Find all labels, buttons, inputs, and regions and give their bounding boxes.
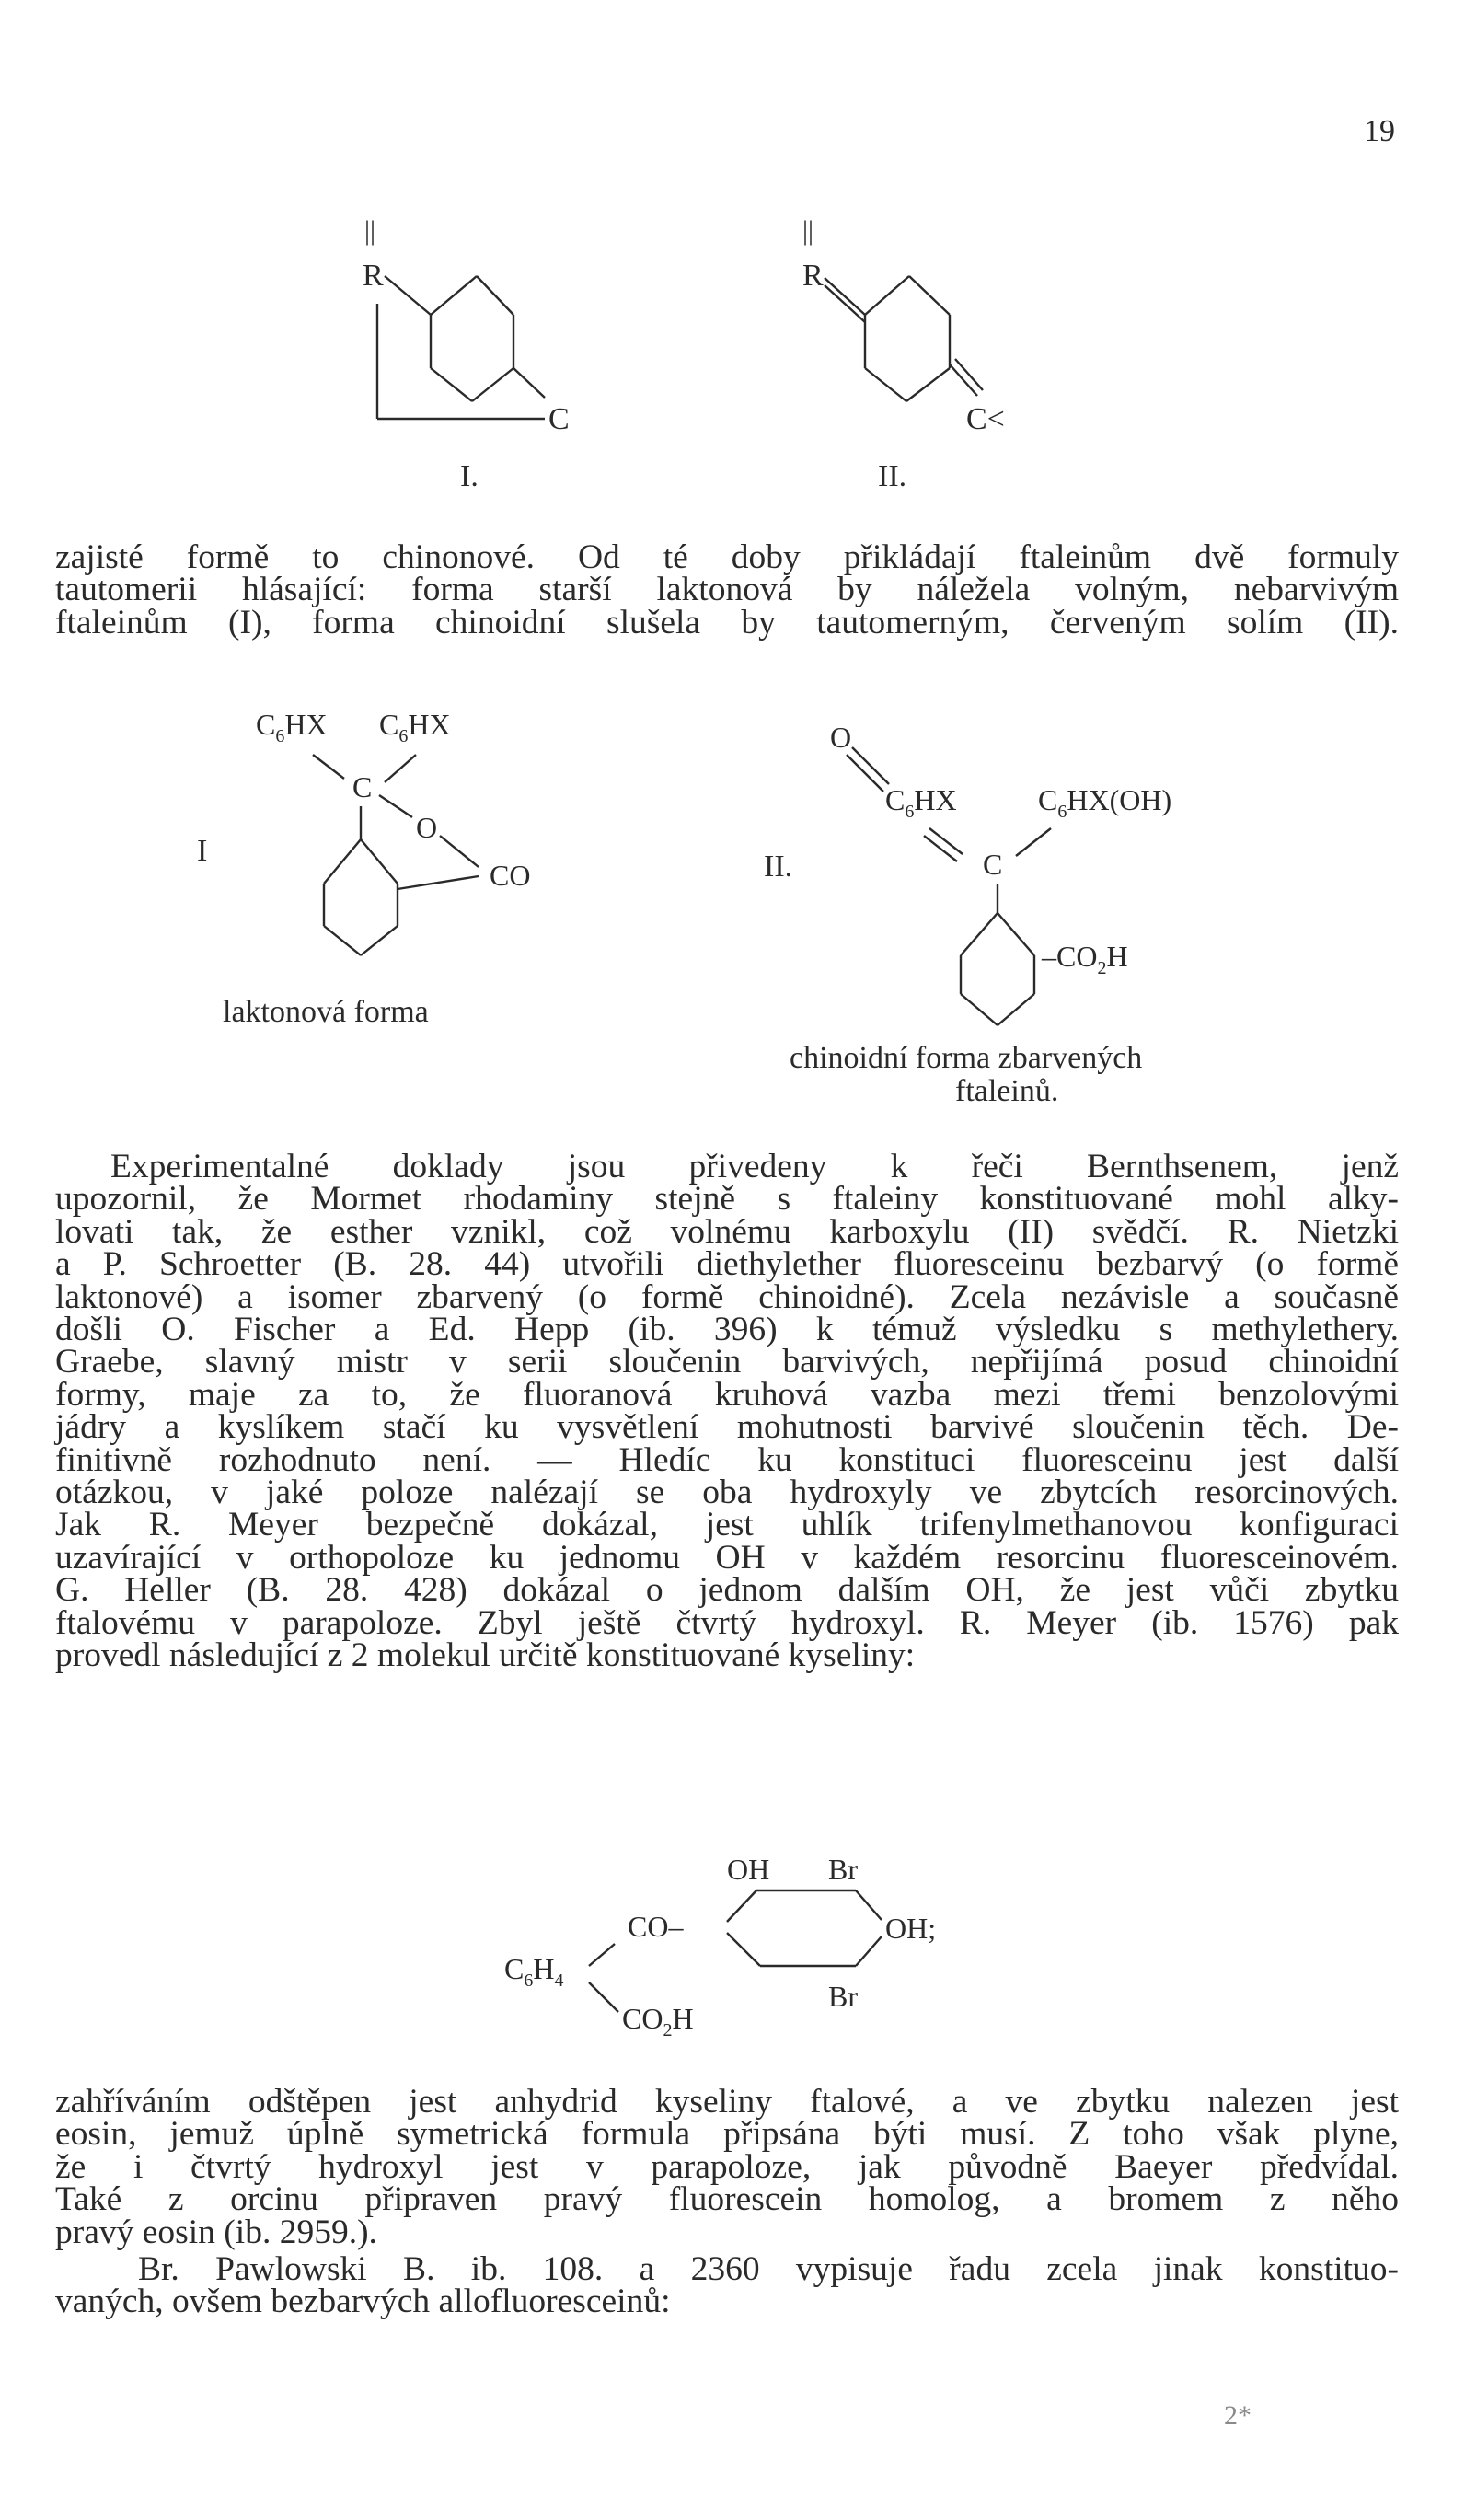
quinoid-central-C: C (983, 848, 1003, 881)
structure-top-II-C: C< (966, 402, 1005, 436)
acid-CO: CO– (628, 1910, 684, 1943)
paragraph-2-line: laktonové) a isomer zbarvený (o formě chinoidné). Zcela nezávisle a současně (55, 1277, 1399, 1316)
paragraph-4-line: Br. Pawlowski B. ib. 108. a 2360 vypisuje řadu zcela jinak konstituo- (138, 2250, 1399, 2288)
paragraph-3-line: zahříváním odštěpen jest anhydrid kyseliny ftalové, a ve zbytku nalezen jest (55, 2083, 1399, 2121)
acid-OH-top: OH (727, 1853, 770, 1886)
lactone-caption: laktonová forma (223, 995, 429, 1029)
paragraph-1-line: tautomerii hlásající: forma starší laktonová by náležela volným, nebarvivým (55, 571, 1399, 609)
structure-top-II-R: R (802, 259, 824, 293)
lactone-quinoid-diagram (0, 709, 1465, 1123)
signature-mark: 2* (1224, 2400, 1252, 2431)
paragraph-2-line: G. Heller (B. 28. 428) dokázal o jednom dalším OH, že jest vůči zbytku (55, 1571, 1399, 1610)
acid-Br-top: Br (828, 1853, 858, 1886)
paragraph-2-line: finitivně rozhodnuto není. — Hledíc ku konstituci fluoresceinu jest další (55, 1440, 1399, 1479)
paragraph-2 (55, 1148, 1399, 1675)
structure-top-I-label: I. (460, 459, 479, 493)
paragraph-3-line: pravý eosin (ib. 2959.). (55, 2213, 377, 2251)
paragraph-2-line: uzavírající v orthopoloze ku jednomu OH v každém resorcinu fluoresceinovém. (55, 1538, 1399, 1577)
acid-OH-right: OH; (885, 1912, 937, 1945)
paragraph-2-line: Experimentalné doklady jsou přivedeny k řeči Bernthsenem, jenž (110, 1148, 1399, 1185)
paragraph-2-line: a P. Schroetter (B. 28. 44) utvořili diethylether fluoresceinu bezbarvý (o formě (55, 1245, 1399, 1284)
paragraph-4 (55, 2250, 1399, 2321)
structure-top-I-R: R (363, 259, 384, 293)
paragraph-1-line: zajisté formě to chinonové. Od té doby přikládají ftaleinům dvě formuly (55, 538, 1399, 576)
lactone-O: O (416, 811, 438, 844)
quinoid-sub1: $C_6HX$ (885, 783, 957, 822)
structure-top-I-C: C (548, 402, 570, 436)
lactone-central-C: C (352, 770, 373, 803)
lactone-CO: CO (490, 859, 531, 892)
paragraph-2-line: došli O. Fischer a Ed. Hepp (ib. 396) k témuž výsledku s methyletherу. (55, 1311, 1399, 1349)
lactone-label: I (197, 834, 208, 868)
paragraph-2-line: lovati tak, že esther vznikl, což volnému karboxylu (II) svědčí. R. Nietzki (55, 1212, 1399, 1251)
paragraph-1-line: ftaleinům (I), forma chinoidní slušela by tautomerným, červeným solím (II). (55, 603, 1399, 642)
page-number: 19 (1364, 114, 1395, 148)
paragraph-3 (55, 2083, 1399, 2251)
structure-top-I-bond: || (364, 215, 376, 246)
paragraph-2-line: ftalovému v parapoloze. Zbyl ještě čtvrtý hydroxyl. R. Meyer (ib. 1576) pak (55, 1603, 1399, 1642)
lactone-sub2: $C_6HX$ (379, 708, 451, 746)
paragraph-2-line: upozornil, že Mormet rhodaminy stejně s ftaleiny konstituované mohl alky- (55, 1180, 1399, 1219)
paragraph-2-line: jádry a kyslíkem stačí ku vysvětlení mohutnosti barvivé sloučenin těch. De- (55, 1408, 1399, 1447)
paragraph-1 (55, 538, 1399, 642)
structure-top-II-label: II. (878, 459, 907, 493)
lactone-sub1: $C_6HX$ (256, 708, 328, 746)
paragraph-2-line: formy, maje za to, že fluoranová kruhová vazba mezi třemi benzolovými (55, 1375, 1399, 1414)
acid-structure-diagram (0, 1841, 1465, 2052)
paragraph-2-line: Graebe, slavný mistr v serii sloučenin barvivých, nepřijímá posud chinoidní (55, 1343, 1399, 1381)
paragraph-2-line: provedl následující z 2 molekul určitě konstituované kyseliny: (55, 1636, 916, 1675)
quinoid-label: II. (764, 850, 793, 884)
structure-top-II-bond: || (802, 215, 814, 246)
paragraph-2-line: Jak R. Meyer bezpečně dokázal, jest uhlík trifenylmethanovou konfiguraci (55, 1506, 1399, 1544)
quinoid-caption-2: ftaleinů. (955, 1074, 1059, 1108)
quinoid-CO2H: $-CO_2H$ (1042, 940, 1128, 978)
acid-Br-bottom: Br (828, 1980, 858, 2013)
acid-CO2H: $CO_2H$ (622, 2002, 694, 2040)
paragraph-3-line: že i čtvrtý hydroxyl jest v parapoloze, jak původně Baeyer předvídal. (55, 2147, 1399, 2186)
quinoid-sub2: $C_6HX(OH)$ (1038, 783, 1172, 822)
paragraph-3-line: Také z orcinu připraven pravý fluorescein homolog, a bromem z něho (55, 2180, 1399, 2219)
paragraph-2-line: otázkou, v jaké poloze nalézají se oba hydroxyly ve zbytcích resorcinových. (55, 1474, 1399, 1512)
paragraph-4-line: vaných, ovšem bezbarvých allofluoresceinů: (55, 2283, 671, 2321)
paragraph-3-line: eosin, jemuž úplně symetrická formula připsána býti musí. Z toho však plyne, (55, 2115, 1399, 2154)
top-structures-diagram (0, 212, 1465, 506)
acid-C6H4: $C_6H_4$ (504, 1952, 564, 1991)
quinoid-caption-1: chinoidní forma zbarvených (790, 1041, 1143, 1075)
quinoid-O: O (830, 721, 852, 754)
